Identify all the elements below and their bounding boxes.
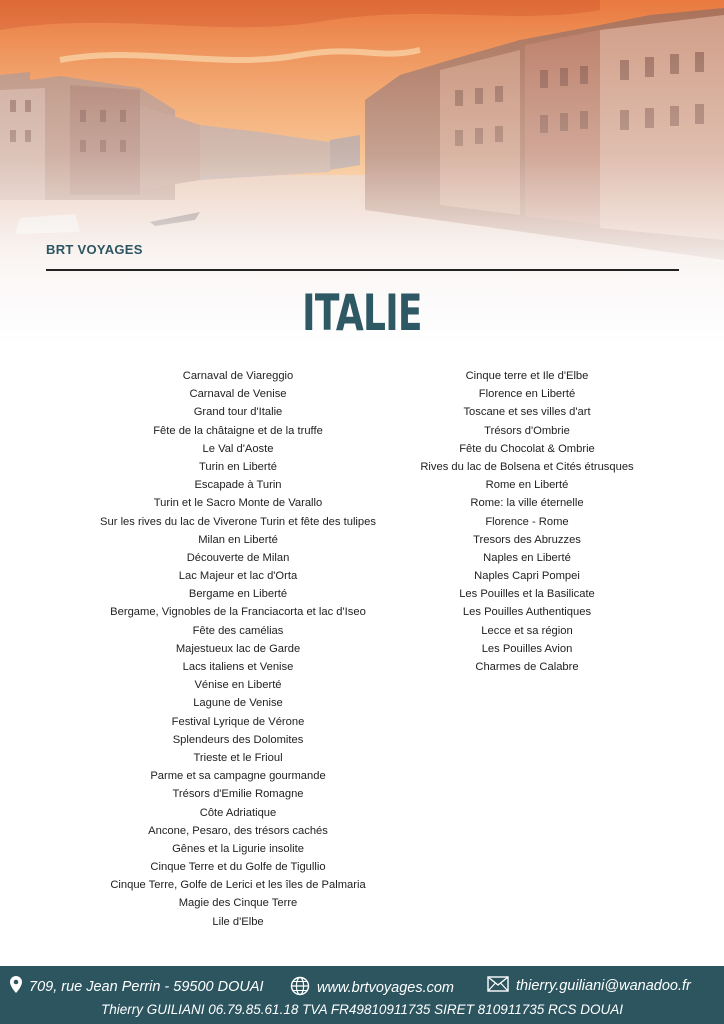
list-item: Carnaval de Viareggio [182,370,294,382]
list-item: Cinque Terre et du Golfe de Tigullio [150,861,326,874]
brand-name: BRT VOYAGES [46,242,143,257]
list-item: Cinque Terre, Golfe de Lerici et les îles de Palmaria [110,879,366,892]
list-item: Toscane et ses villes d'art [463,406,591,419]
list-item: Escapade à Turin [194,479,282,492]
list-item: Parme et sa campagne gourmande [150,770,326,783]
list-item: Lagune de Venise [193,697,283,710]
list-item: Festival Lyrique de Vérone [171,715,305,728]
envelope-icon [487,976,509,996]
list-item: Magie des Cinque Terre [178,897,298,910]
list-item: Sur les rives du lac de Viverone Turin et fête des tulipes [100,515,376,528]
footer [0,966,724,1024]
footer-email[interactable] [487,976,691,996]
list-item: Fête du Chocolat & Ombrie [459,442,595,455]
list-item: Lac Majeur et lac d'Orta [178,570,298,583]
list-item: Les Pouilles Authentiques [462,606,592,619]
address-text: 709, rue Jean Perrin - 59500 DOUAI [29,978,264,995]
list-item: Lecce et sa région [481,624,573,637]
list-item: Rives du lac de Bolsena et Cités étrusques [420,460,634,473]
list-item: Naples en Liberté [483,551,571,564]
list-item: Bergame en Liberté [188,588,288,601]
list-item: Charmes de Calabre [475,661,579,673]
list-item: Bergame, Vignobles de la Franciacorta et lac d'Iseo [110,606,366,619]
list-item: Gênes et la Ligurie insolite [172,842,304,855]
list-item: Cinque terre et Ile d'Elbe [465,370,589,382]
list-item: Trésors d'Ombrie [484,424,570,437]
list-item: Côte Adriatique [199,806,277,819]
list-item: Florence - Rome [485,515,569,528]
footer-address [10,976,264,997]
list-item: Grand tour d'Italie [193,406,283,419]
map-pin-icon [10,976,22,997]
list-item: Naples Capri Pompei [474,570,580,583]
list-item: Fête de la châtaigne et de la truffe [153,424,323,437]
list-item: Majestueux lac de Garde [175,642,301,655]
legal-text: Thierry GUILIANI 06.79.85.61.18 TVA FR49810911735 SIRET 810911735 RCS DOUAI [100,1002,624,1017]
list-item: Lacs italiens et Venise [182,661,294,673]
list-item: Rome: la ville éternelle [470,497,584,510]
list-item: Les Pouilles et la Basilicate [459,588,595,601]
list-item: Turin et le Sacro Monte de Varallo [153,497,323,510]
list-item: Carnaval de Venise [189,388,287,401]
footer-website[interactable] [290,976,454,1000]
list-item: Lile d'Elbe [212,915,264,928]
list-item: Le Val d'Aoste [202,442,274,455]
header-divider [46,269,679,271]
list-item: Les Pouilles Avion [481,642,573,655]
list-item: Vénise en Liberté [194,679,282,692]
destination-list-right [382,367,672,676]
list-item: Découverte de Milan [186,551,290,564]
list-item: Ancone, Pesaro, des trésors cachés [148,824,328,837]
list-item: Turin en Liberté [199,460,277,473]
footer-legal-row [0,1002,724,1017]
list-item: Fête des camélias [192,624,284,637]
list-item: Milan en Liberté [198,533,278,546]
list-item: Splendeurs des Dolomites [172,733,304,746]
list-item: Tresors des Abruzzes [473,533,581,546]
list-item: Trieste et le Frioul [193,751,283,764]
page-title: ITALIE [302,284,422,342]
website-link[interactable]: www.brtvoyages.com [317,980,454,996]
globe-icon [290,976,310,1000]
list-item: Rome en Liberté [485,479,569,492]
email-link[interactable]: thierry.guiliani@wanadoo.fr [516,978,691,994]
list-item: Florence en Liberté [478,388,576,401]
list-item: Trésors d'Emilie Romagne [172,788,304,801]
